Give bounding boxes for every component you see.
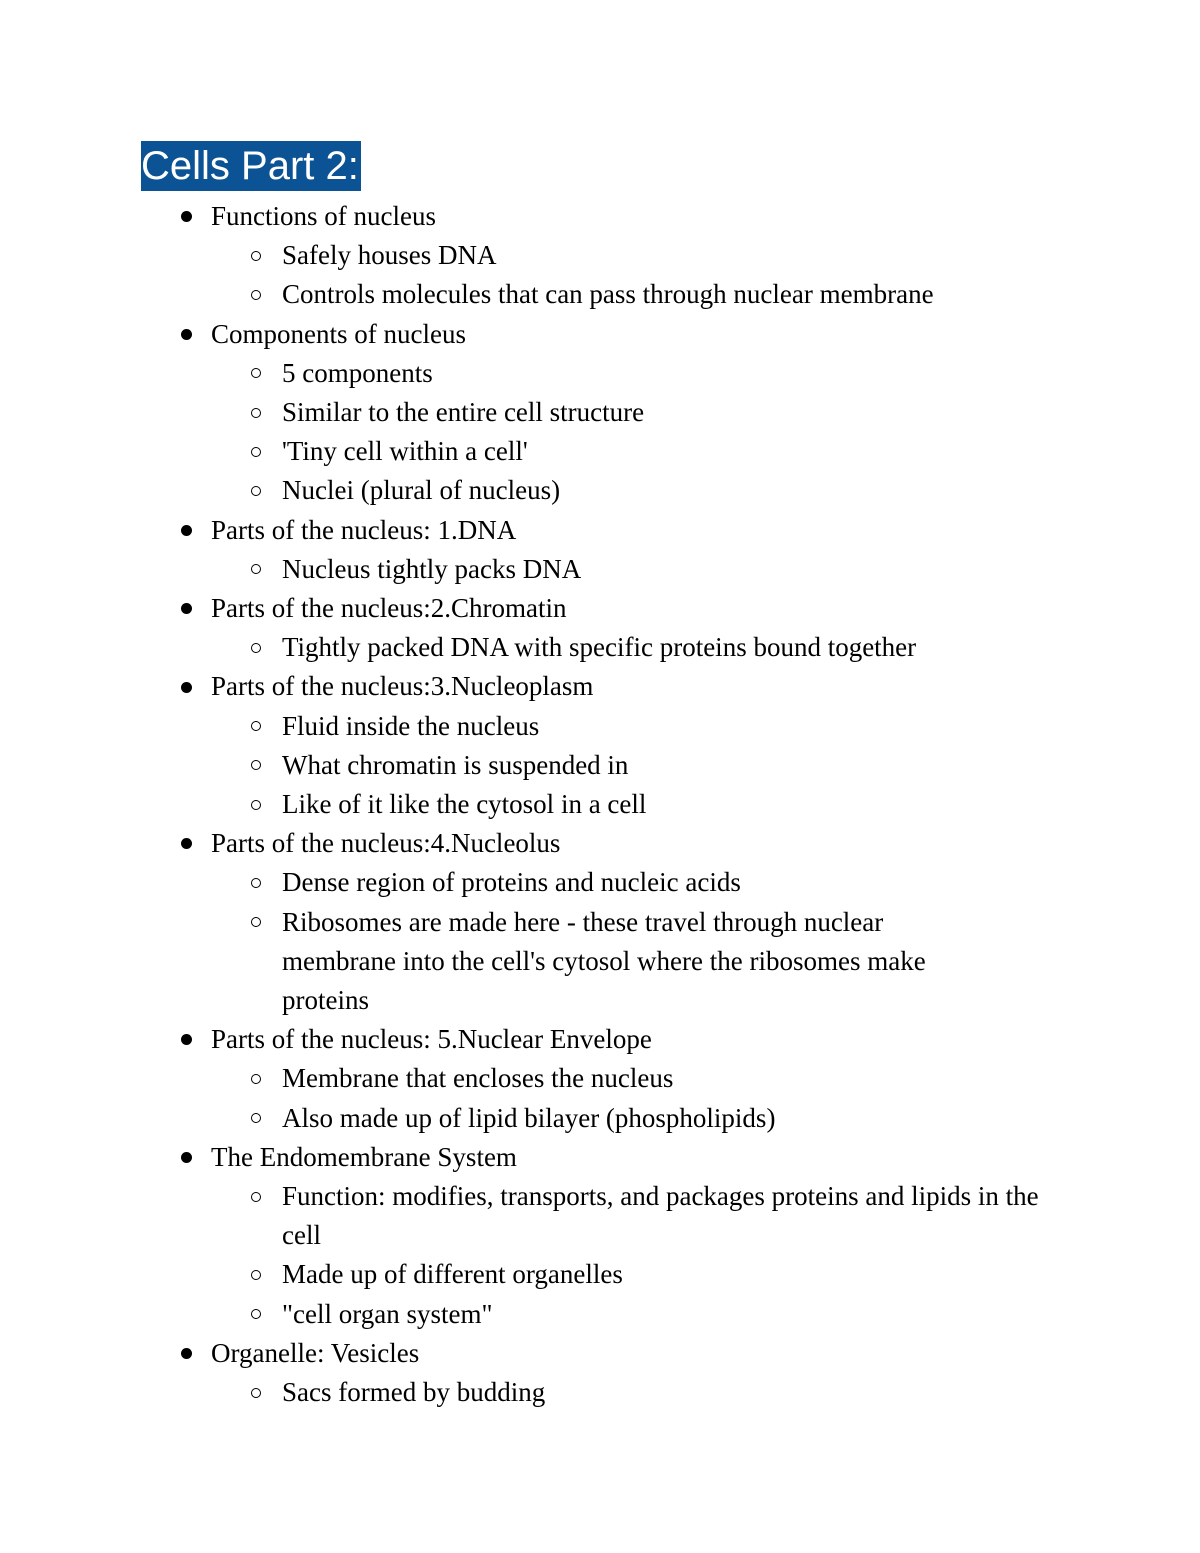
sub-bullet-text: Controls molecules that can pass through nuclear membrane <box>282 279 934 310</box>
bullet-item <box>0 589 1200 628</box>
bullet-text: Organelle: Vesicles <box>211 1337 420 1368</box>
hollow-bullet-icon <box>246 746 266 785</box>
hollow-bullet-icon <box>246 550 266 589</box>
bullet-text: Parts of the nucleus: 5.Nuclear Envelope <box>211 1024 652 1055</box>
sub-bullet-item <box>0 746 1200 785</box>
sub-bullet-item <box>0 236 1200 275</box>
sub-bullet-item <box>0 628 1200 667</box>
hollow-bullet-icon <box>246 1059 266 1098</box>
sub-bullet-item <box>0 275 1200 314</box>
sub-bullet-item <box>0 785 1200 824</box>
sub-bullet-item <box>0 1295 1200 1334</box>
bullet-item <box>0 511 1200 550</box>
page-title: Cells Part 2: <box>141 141 361 191</box>
sub-bullet-item <box>0 1177 1052 1255</box>
bullet-item <box>0 667 1200 706</box>
sub-bullet-item <box>0 1059 1200 1098</box>
bullet-text: Parts of the nucleus:4.Nucleolus <box>211 828 561 859</box>
sub-bullet-text: Nuclei (plural of nucleus) <box>282 475 561 506</box>
sub-bullet-text: Nucleus tightly packs DNA <box>282 553 582 584</box>
sub-bullet-text: Similar to the entire cell structure <box>282 397 645 428</box>
filled-bullet-icon <box>176 824 196 863</box>
bullet-text: Parts of the nucleus:2.Chromatin <box>211 593 567 624</box>
bullet-text: Parts of the nucleus: 1.DNA <box>211 514 517 545</box>
sub-bullet-text: Safely houses DNA <box>282 240 497 271</box>
sub-bullet-text: 5 components <box>282 357 433 388</box>
sub-bullet-item <box>0 550 1200 589</box>
hollow-bullet-icon <box>246 1373 266 1412</box>
sub-bullet-item <box>0 393 1200 432</box>
hollow-bullet-icon <box>246 707 266 746</box>
sub-bullet-item <box>0 1373 1200 1412</box>
filled-bullet-icon <box>176 589 196 628</box>
sub-bullet-item <box>0 471 1200 510</box>
bullet-item <box>0 824 1200 863</box>
hollow-bullet-icon <box>246 1255 266 1294</box>
hollow-bullet-icon <box>246 1099 266 1138</box>
sub-bullet-item <box>0 1255 1200 1294</box>
sub-bullet-item <box>0 354 1200 393</box>
bullet-text: Components of nucleus <box>211 318 466 349</box>
title-block <box>141 141 361 191</box>
sub-bullet-text: Function: modifies, transports, and packages proteins and lipids in the cell <box>282 1181 1039 1251</box>
sub-bullet-text: What chromatin is suspended in <box>282 749 629 780</box>
sub-bullet-text: Sacs formed by budding <box>282 1377 546 1408</box>
sub-bullet-text: Made up of different organelles <box>282 1259 623 1290</box>
hollow-bullet-icon <box>246 628 266 667</box>
filled-bullet-icon <box>176 1020 196 1059</box>
bullet-item <box>0 1138 1200 1177</box>
sub-bullet-item <box>0 432 1200 471</box>
hollow-bullet-icon <box>246 1177 266 1216</box>
bullet-item <box>0 315 1200 354</box>
hollow-bullet-icon <box>246 393 266 432</box>
filled-bullet-icon <box>176 667 196 706</box>
sub-bullet-text: Like of it like the cytosol in a cell <box>282 789 647 820</box>
sub-bullet-text: "cell organ system" <box>282 1298 493 1329</box>
bullet-text: Parts of the nucleus:3.Nucleoplasm <box>211 671 594 702</box>
sub-bullet-text: 'Tiny cell within a cell' <box>282 436 528 467</box>
bullet-item <box>0 197 1200 236</box>
hollow-bullet-icon <box>246 1295 266 1334</box>
bullet-text: The Endomembrane System <box>211 1141 517 1172</box>
sub-bullet-item <box>0 903 994 1021</box>
bullet-item <box>0 1020 1200 1059</box>
hollow-bullet-icon <box>246 275 266 314</box>
sub-bullet-text: Also made up of lipid bilayer (phospholipids) <box>282 1102 776 1133</box>
bullet-text: Functions of nucleus <box>211 201 436 231</box>
filled-bullet-icon <box>176 1138 196 1177</box>
hollow-bullet-icon <box>246 354 266 393</box>
sub-bullet-item <box>0 863 1200 902</box>
hollow-bullet-icon <box>246 903 266 942</box>
filled-bullet-icon <box>176 315 196 354</box>
filled-bullet-icon <box>176 1334 196 1373</box>
filled-bullet-icon <box>176 197 196 236</box>
sub-bullet-item <box>0 1099 1200 1138</box>
sub-bullet-text: Fluid inside the nucleus <box>282 710 540 741</box>
hollow-bullet-icon <box>246 785 266 824</box>
hollow-bullet-icon <box>246 432 266 471</box>
hollow-bullet-icon <box>246 863 266 902</box>
notes-outline <box>0 197 1200 1412</box>
sub-bullet-text: Dense region of proteins and nucleic acids <box>282 867 741 898</box>
hollow-bullet-icon <box>246 471 266 510</box>
bullet-item <box>0 1334 1200 1373</box>
sub-bullet-text: Ribosomes are made here - these travel through nuclear membrane into the cell's cytosol where the ribosomes make proteins <box>282 906 926 1016</box>
hollow-bullet-icon <box>246 236 266 275</box>
sub-bullet-text: Membrane that encloses the nucleus <box>282 1063 674 1094</box>
sub-bullet-text: Tightly packed DNA with specific proteins bound together <box>282 632 917 663</box>
sub-bullet-item <box>0 707 1200 746</box>
filled-bullet-icon <box>176 511 196 550</box>
